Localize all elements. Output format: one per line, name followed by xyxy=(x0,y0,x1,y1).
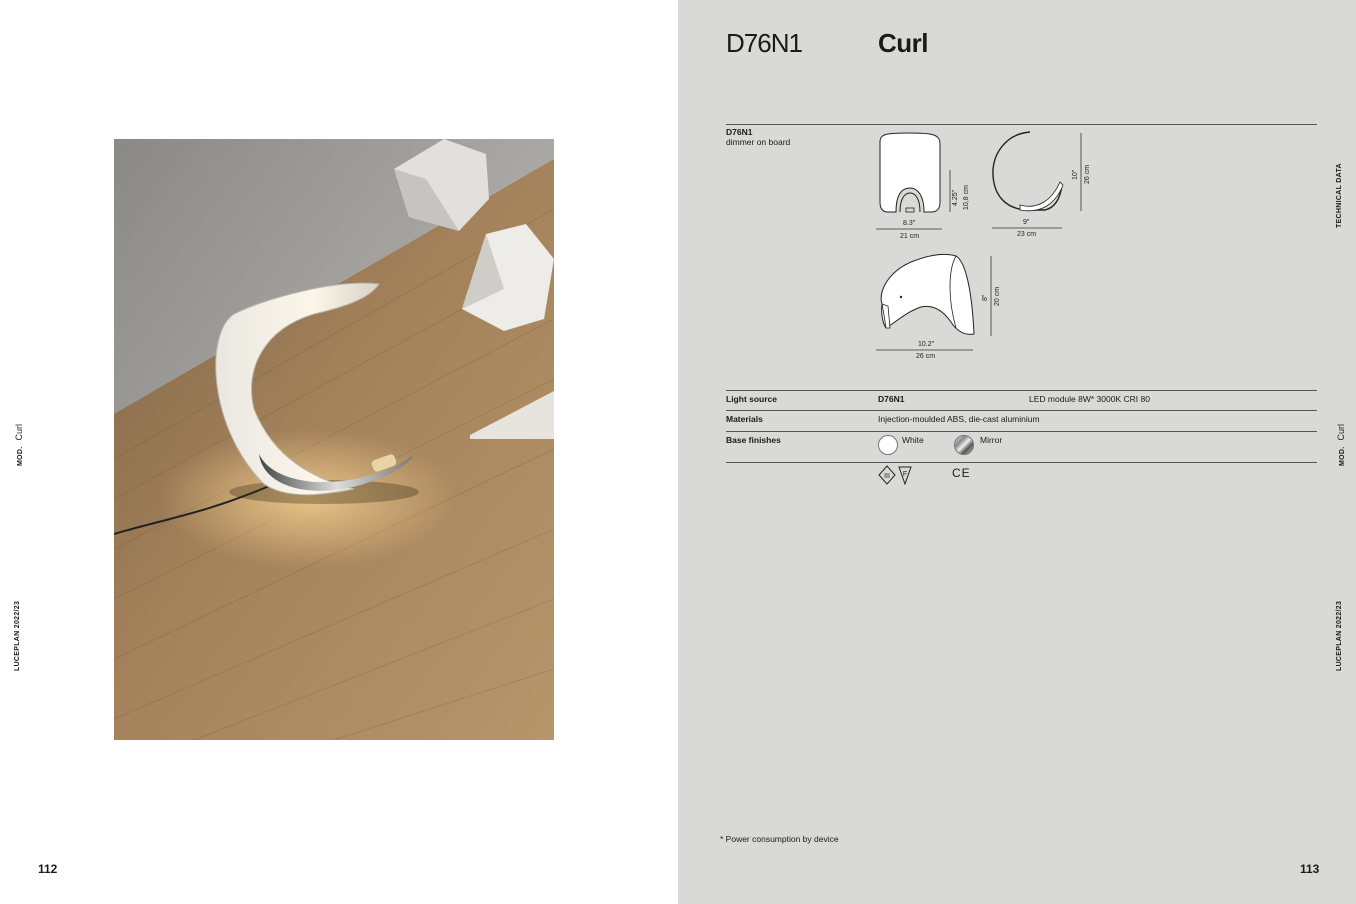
divider-materials xyxy=(726,410,1317,411)
divider-light-source xyxy=(726,390,1317,391)
spine-model-name-right: Curl xyxy=(1336,424,1346,441)
left-spine-model xyxy=(14,424,24,466)
top-height-cm: 20 cm xyxy=(994,286,1001,306)
side-view-drawing xyxy=(990,130,1065,215)
side-height-cm: 26 cm xyxy=(1084,164,1091,184)
top-height-line xyxy=(989,256,993,338)
side-width-in: 9" xyxy=(1023,219,1030,226)
light-source-label: Light source xyxy=(726,394,778,404)
side-height-line xyxy=(1079,133,1083,213)
spine-model-name: Curl xyxy=(14,424,24,441)
front-width-cm: 21 cm xyxy=(900,233,920,240)
light-source-code: D76N1 xyxy=(878,394,905,404)
page-number-right: 113 xyxy=(1300,862,1320,876)
page-number-left: 112 xyxy=(38,862,58,876)
product-code-title: D76N1 xyxy=(726,28,802,58)
left-spine-catalog: LUCEPLAN 2022/23 xyxy=(14,600,21,671)
right-spine-catalog: LUCEPLAN 2022/23 xyxy=(1336,600,1343,671)
finish-white-swatch xyxy=(878,435,898,455)
front-height-in: 4.25" xyxy=(952,189,959,206)
front-view-drawing xyxy=(876,132,946,222)
side-width-cm: 23 cm xyxy=(1017,231,1037,238)
finish-mirror-swatch xyxy=(954,435,974,455)
divider-finishes xyxy=(726,431,1317,432)
spine-mod-label-right: MOD. xyxy=(1339,446,1346,466)
finish-mirror-label: Mirror xyxy=(980,435,1003,445)
side-height-in: 10" xyxy=(1072,169,1079,180)
materials-label: Materials xyxy=(726,414,763,424)
spine-mod-label: MOD. xyxy=(17,446,24,466)
finishes-label: Base finishes xyxy=(726,435,781,445)
top-view-drawing xyxy=(876,252,976,340)
materials-value: Injection-moulded ABS, die-cast aluminium xyxy=(878,414,1040,424)
top-width-cm: 26 cm xyxy=(916,353,936,360)
product-photo xyxy=(114,139,554,740)
f-mark-label: F xyxy=(902,471,908,478)
class-iii-label: III xyxy=(884,473,890,480)
product-name-title: Curl xyxy=(878,28,928,58)
variant-description: dimmer on board xyxy=(726,137,791,147)
technical-data-label: TECHNICAL DATA xyxy=(1336,163,1343,228)
divider-top xyxy=(726,124,1317,125)
right-spine-model xyxy=(1336,424,1346,466)
variant-code: D76N1 xyxy=(726,127,753,137)
finish-white-label: White xyxy=(902,435,924,445)
class-iii-icon xyxy=(878,465,914,485)
top-height-in: 8" xyxy=(982,294,989,301)
front-width-in: 8.3" xyxy=(903,220,916,227)
front-height-cm: 10,8 cm xyxy=(963,185,970,210)
light-source-value: LED module 8W* 3000K CRI 80 xyxy=(1029,394,1150,404)
right-page xyxy=(678,0,1356,904)
ce-mark-icon: CE xyxy=(952,466,971,480)
top-width-in: 10.2" xyxy=(918,341,935,348)
divider-certifications xyxy=(726,462,1317,463)
footnote: * Power consumption by device xyxy=(720,834,839,844)
